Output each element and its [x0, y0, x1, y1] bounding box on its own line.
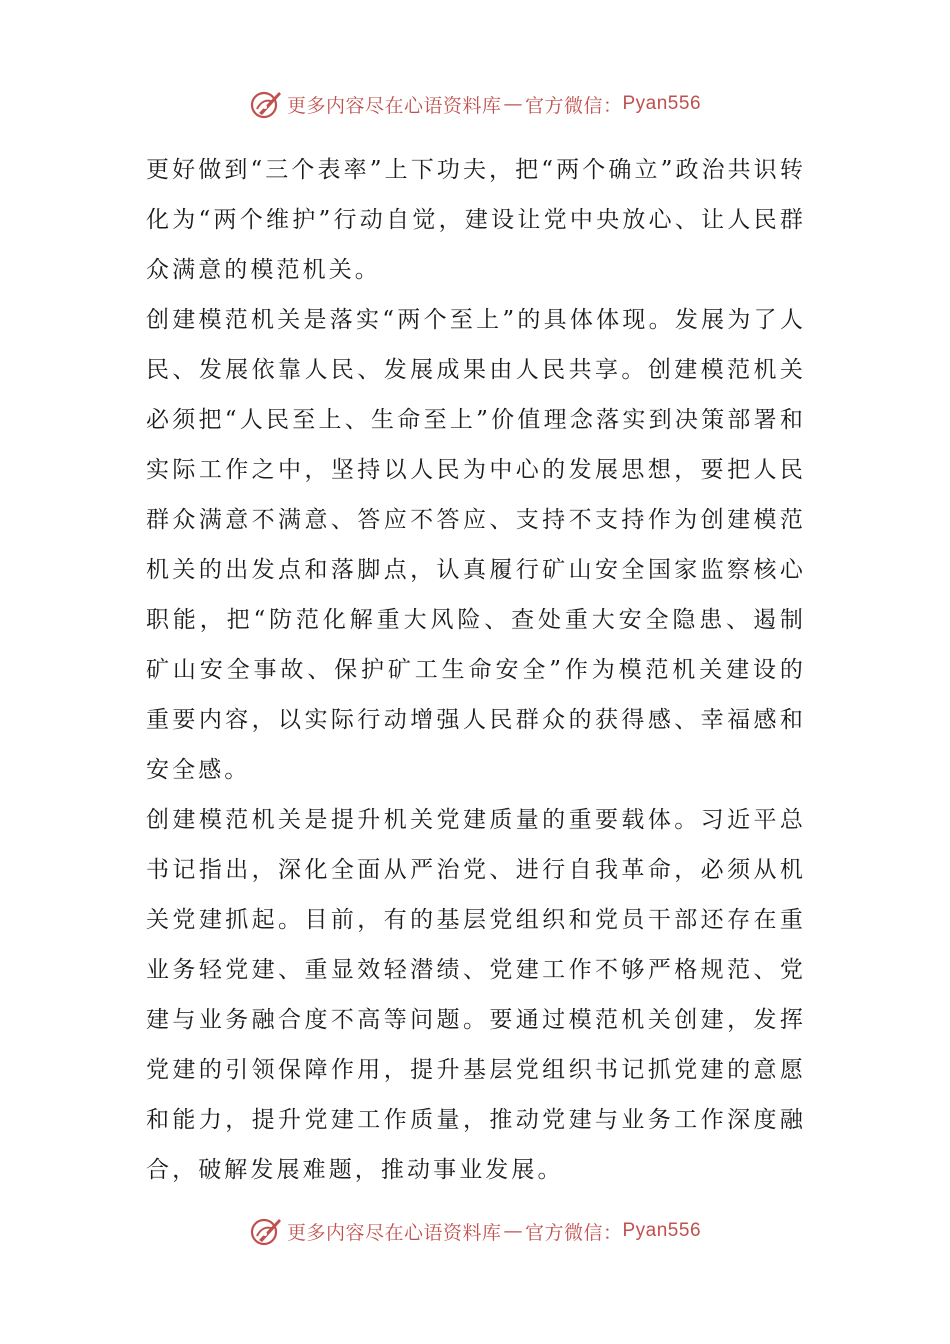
- footer-banner: [0, 1211, 950, 1251]
- document-body: [146, 145, 806, 1195]
- paragraph-1: 更好做到“三个表率”上下功夫，把“两个确立”政治共识转化为“两个维护”行动自觉，建设让党中央放心、让人民群众满意的模范机关。: [146, 157, 806, 283]
- banner-contact-label: 官方微信：: [524, 1221, 623, 1244]
- banner-separator: —: [503, 93, 523, 115]
- pen-logo-icon: [249, 1214, 283, 1248]
- banner-contact-id: Pyan556: [622, 93, 702, 114]
- pen-logo-icon: [249, 87, 283, 121]
- banner-contact-id: Pyan556: [622, 1220, 702, 1241]
- banner-text: 更多内容尽在心语资料库: [286, 1221, 502, 1244]
- paragraph-2: 创建模范机关是落实“两个至上”的具体体现。发展为了人民、发展依靠人民、发展成果由人民共享。创建模范机关必须把“人民至上、生命至上”价值理念落实到决策部署和实际工作之中，坚持以人民为中心的发展思想，要把人民群众满意不满意、答应不答应、支持不支持作为创建模范机关的出发点和落脚点，认真履行矿山安全国家监察核心职能，把“防范化解重大风险、查处重大安全隐患、遏制矿山安全事故、保护矿工生命安全”作为模范机关建设的重要内容，以实际行动增强人民群众的获得感、幸福感和安全感。: [146, 307, 806, 783]
- header-banner: [0, 84, 950, 124]
- paragraph-3: 创建模范机关是提升机关党建质量的重要载体。习近平总书记指出，深化全面从严治党、进行自我革命，必须从机关党建抓起。目前，有的基层党组织和党员干部还存在重业务轻党建、重显效轻潜绩、党建工作不够严格规范、党建与业务融合度不高等问题。要通过模范机关创建，发挥党建的引领保障作用，提升基层党组织书记抓党建的意愿和能力，提升党建工作质量，推动党建与业务工作深度融合，破解发展难题，推动事业发展。: [146, 807, 806, 1183]
- banner-contact-label: 官方微信：: [524, 94, 623, 117]
- banner-separator: —: [503, 1220, 523, 1242]
- banner-text: 更多内容尽在心语资料库: [286, 94, 502, 117]
